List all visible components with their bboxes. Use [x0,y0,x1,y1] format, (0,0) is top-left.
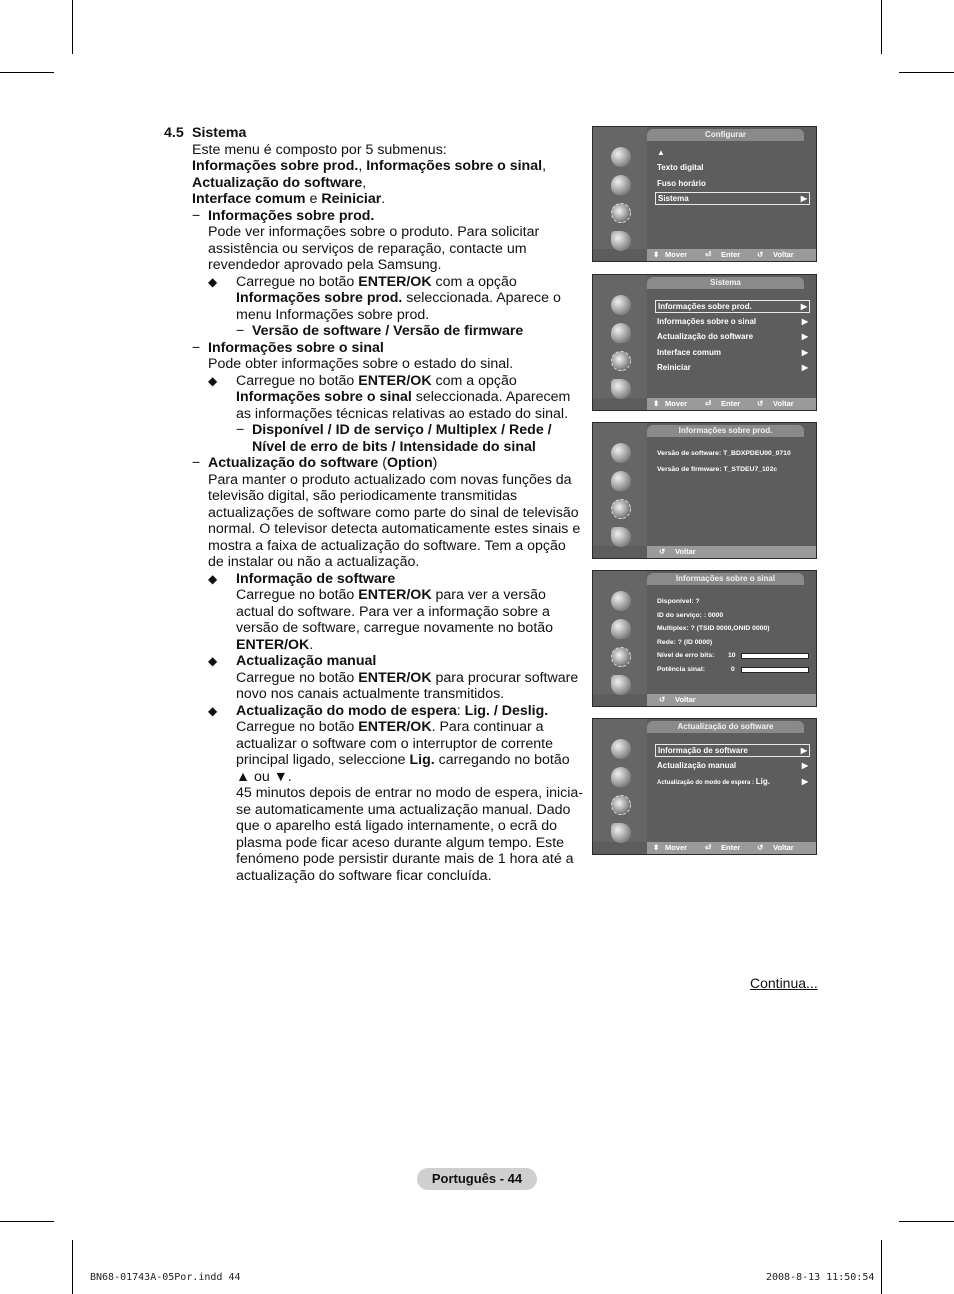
enter-icon: ⏎ [705,843,712,852]
move-icon: ⬍ [653,250,660,259]
return-icon: ↺ [757,399,764,408]
crop-mark [881,0,882,54]
section-title: Sistema [192,125,247,141]
osd-item-common-interface[interactable]: Interface comum ▶ [657,348,808,357]
osd-back-label: Voltar [675,695,696,704]
manual-text [164,125,584,884]
arrow-right-icon: ▶ [800,746,807,755]
picture-icon [611,147,631,167]
arrow-right-icon: ▶ [800,302,807,311]
osd-icon-column [593,571,647,694]
sound-icon [611,619,631,639]
submenu-list: Interface comum e Reiniciar. [192,191,386,207]
diamond-icon: ◆ [208,373,218,388]
submenu-list: Informações sobre prod., Informações sobre o sinal, [192,158,547,174]
osd-product-info [592,422,817,559]
osd-icon-column [593,719,647,842]
input-icon [611,527,631,547]
bullet-item: ◆ Actualização manual Carregue no botão ENTER/OK para procurar software novo nos canais actualmente transmitidos. [208,653,579,702]
input-icon [611,379,631,399]
osd-icon-column [593,423,647,546]
crop-mark [0,72,54,73]
sound-icon [611,175,631,195]
osd-enter-label: Enter [721,250,741,259]
osd-firmware-version: Versão de firmware: T_STDEU7_102c [657,466,778,473]
osd-multiplex: Multiplex: ? (TSID 0000,ONID 0000) [657,625,770,632]
subsection-heading: − Informações sobre prod. [192,207,375,224]
subsection-body: Pode ver informações sobre o produto. Para solicitar assistência ou serviços de reparação, contacte um revendedor aprovado pela Samsung. [208,224,540,273]
subsection-body: Pode obter informações sobre o estado do sinal. [208,356,514,372]
osd-footer [647,249,816,261]
continue-link[interactable]: Continua... [750,975,818,991]
osd-footer [647,398,816,410]
diamond-icon: ◆ [208,703,218,718]
osd-title: Actualização do software [647,721,804,733]
arrow-right-icon: ▶ [801,348,808,357]
crop-mark [899,72,954,73]
move-icon: ⬍ [653,843,660,852]
osd-back-label: Voltar [773,250,794,259]
picture-icon [611,443,631,463]
osd-icon-column [593,127,647,249]
osd-item-standby-update[interactable]: Actualização do modo de espera : Lig. ▶ [657,777,808,786]
osd-item-manual-update[interactable]: Actualização manual ▶ [657,761,808,770]
setup-icon [611,203,631,223]
bit-error-bar [741,653,809,659]
bullet-item: ◆ Carregue no botão ENTER/OK com a opção Informações sobre o sinal seleccionada. Aparecem as informações técnicas relativas ao estado do sinal. [208,372,571,422]
input-icon [611,823,631,843]
setup-icon [611,795,631,815]
arrow-right-icon: ▶ [801,332,808,341]
osd-title: Informações sobre prod. [647,425,804,437]
picture-icon [611,295,631,315]
sub-item: − Disponível / ID de serviço / Multiplex / Rede / Nível de erro de bits / Intensidade do sinal [236,422,552,455]
return-icon: ↺ [659,695,666,704]
osd-back-label: Voltar [773,843,794,852]
osd-move-label: Mover [665,250,688,259]
osd-footer [647,546,816,558]
osd-available: Disponível: ? [657,598,700,605]
osd-item-system[interactable]: Sistema ▶ [655,192,810,205]
osd-scroll-up-icon[interactable]: ▲ [657,148,665,157]
subsection-body: Para manter o produto actualizado com novas funções da televisão digital, são periodicamente transmitidas actualizações de software como parte do sinal de televisão normal. O televisor detecta automaticamente estes sinais e mostra a faixa de actualização do software. Tem a opção de instalar ou não a actualização. [208,471,581,570]
osd-enter-label: Enter [721,843,741,852]
osd-back-label: Voltar [773,399,794,408]
osd-title: Sistema [647,277,804,289]
osd-move-label: Mover [665,399,688,408]
osd-system-menu [592,274,817,411]
arrow-right-icon: ▶ [801,761,808,770]
input-icon [611,675,631,695]
diamond-icon: ◆ [208,274,218,289]
osd-title: Configurar [647,129,804,141]
osd-icon-column [593,275,647,398]
osd-bit-error: Nível de erro bits: 10 [657,652,736,659]
crop-mark [72,1240,73,1294]
osd-signal-info [592,570,817,707]
picture-icon [611,591,631,611]
sound-icon [611,471,631,491]
setup-icon [611,499,631,519]
crop-mark [881,1240,882,1294]
sub-item: − Versão de software / Versão de firmware [236,323,524,339]
osd-enter-label: Enter [721,399,741,408]
subsection-heading: − Actualização do software (Option) [192,455,438,471]
crop-mark [0,1221,54,1222]
osd-item-product-info[interactable]: Informações sobre prod. ▶ [655,300,810,313]
diamond-icon: ◆ [208,571,218,586]
bullet-item: ◆ Actualização do modo de espera: Lig. / Deslig. Carregue no botão ENTER/OK. Para continuar a actualizar o software com o interruptor de corrente principal ligado, seleccione Lig. carregando no botão ▲ ou ▼. 45 minutos depois de entrar no modo de espera, inicia-se automaticamente uma actualização manual. Dado que o aparelho está ligado internamente, o ecrã do plasma pode ficar aceso durante algum tempo. Este fenómeno pode persistir durante mais de 1 hora até a actualização do software ficar concluída. [208,702,584,884]
osd-back-label: Voltar [675,547,696,556]
return-icon: ↺ [659,547,666,556]
print-slug-date: 2008-8-13 11:50:54 [766,1272,875,1283]
sound-icon [611,767,631,787]
bullet-item: ◆ Informação de software Carregue no botão ENTER/OK para ver a versão actual do software. Para ver a informação sobre a versão de software, carregue novamente no botão ENTER/OK. [208,570,554,653]
osd-network: Rede: ? (ID 0000) [657,639,713,646]
section-number: 4.5 [164,125,184,141]
picture-icon [611,739,631,759]
crop-mark [899,1221,954,1222]
submenu-list: Actualização do software, [192,174,367,191]
crop-mark [72,0,73,54]
subsection-heading: − Informações sobre o sinal [192,339,384,356]
bullet-item: ◆ Carregue no botão ENTER/OK com a opção Informações sobre prod. seleccionada. Aparece o menu Informações sobre prod. [208,273,561,323]
arrow-right-icon: ▶ [801,777,808,786]
return-icon: ↺ [757,843,764,852]
diamond-icon: ◆ [208,654,218,668]
arrow-right-icon: ▶ [801,317,808,326]
osd-item-software-info[interactable]: Informação de software ▶ [655,744,810,757]
setup-icon [611,647,631,667]
arrow-right-icon: ▶ [801,363,808,372]
osd-move-label: Mover [665,843,688,852]
return-icon: ↺ [757,250,764,259]
osd-item-signal-info[interactable]: Informações sobre o sinal ▶ [657,317,808,326]
osd-item-timezone[interactable]: Fuso horário [657,179,706,188]
arrow-right-icon: ▶ [800,194,807,203]
osd-footer [647,842,816,854]
osd-item-reset[interactable]: Reiniciar ▶ [657,363,808,372]
print-slug-file: BN68-01743A-05Por.indd 44 [90,1272,241,1283]
enter-icon: ⏎ [705,399,712,408]
section-heading [164,125,584,142]
move-icon: ⬍ [653,399,660,408]
osd-software-version: Versão de software: T_BDXPDEU00_0710 [657,450,791,457]
signal-strength-bar [741,667,809,673]
page-number-badge: Português - 44 [417,1168,537,1190]
osd-title: Informações sobre o sinal [647,573,804,585]
input-icon [611,231,631,251]
osd-software-update [592,718,817,855]
osd-item-digital-text[interactable]: Texto digital [657,163,704,172]
enter-icon: ⏎ [705,250,712,259]
osd-item-software-update[interactable]: Actualização do software ▶ [657,332,808,341]
osd-signal-strength: Potência sinal: 0 [657,666,735,673]
osd-setup-menu [592,126,817,262]
setup-icon [611,351,631,371]
osd-service-id: ID do serviço: : 0000 [657,612,724,619]
osd-footer [647,694,816,706]
section-intro: Este menu é composto por 5 submenus: [192,141,447,158]
sound-icon [611,323,631,343]
